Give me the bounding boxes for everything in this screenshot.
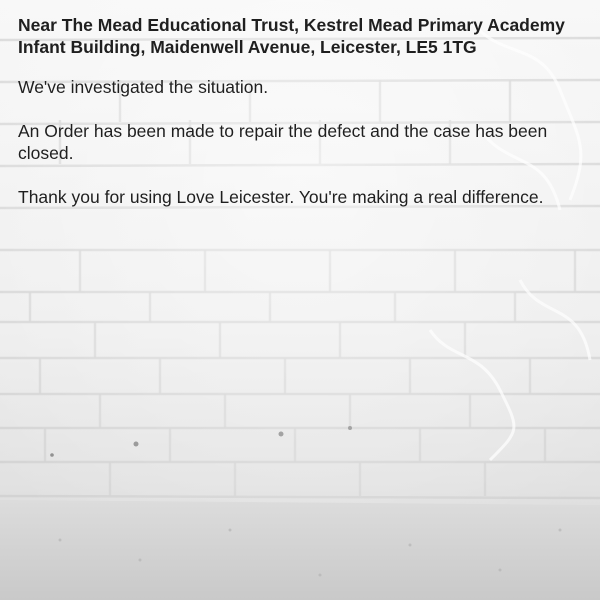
- status-message: We've investigated the situation.: [18, 77, 269, 97]
- resolution-message: An Order has been made to repair the defect and the case has been closed.: [18, 121, 548, 163]
- report-text-block: [18, 14, 583, 230]
- pavement: [0, 500, 600, 600]
- thank-you-message: Thank you for using Love Leicester. You're making a real difference.: [18, 187, 544, 207]
- location-title: Near The Mead Educational Trust, Kestrel Mead Primary Academy Infant Building, Maidenwell Avenue, Leicester, LE5 1TG: [18, 15, 565, 57]
